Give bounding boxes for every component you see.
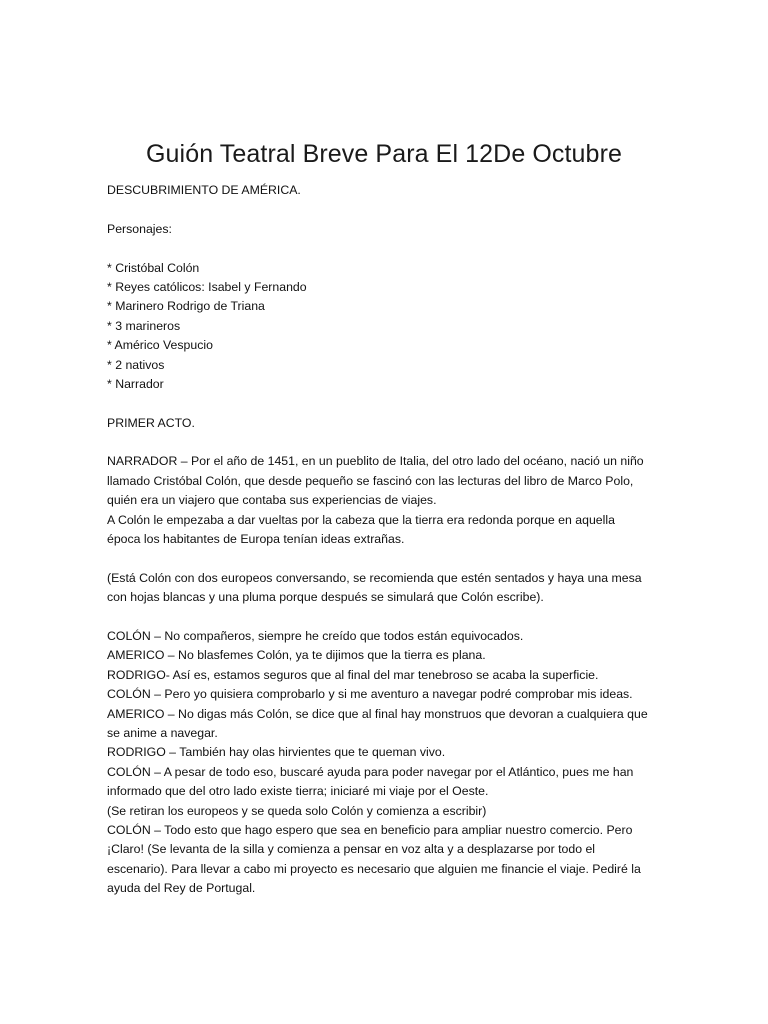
character-item: * Reyes católicos: Isabel y Fernando <box>107 279 307 294</box>
character-item: * Cristóbal Colón <box>107 260 200 275</box>
narration-line: llamado Cristóbal Colón, que desde pequeño se fascinó con las lecturas del libro de Marco Polo, <box>107 473 634 488</box>
blank-line <box>107 549 663 568</box>
narration-line: época los habitantes de Europa tenían ideas extrañas. <box>107 532 405 547</box>
narration-line: A Colón le empezaba a dar vueltas por la cabeza que la tierra era redonda porque en aquella <box>107 512 615 527</box>
document-body <box>107 181 663 898</box>
character-item: * 2 nativos <box>107 357 165 372</box>
dialogue-line: COLÓN – Pero yo quisiera comprobarlo y si me aventuro a navegar podré comprobar mis ideas. <box>107 687 633 702</box>
narration-line: quién era un viajero que contaba sus experiencias de viajes. <box>107 493 437 508</box>
dialogue-line: ayuda del Rey de Portugal. <box>107 881 256 896</box>
dialogue-line: ¡Claro! (Se levanta de la silla y comienza a pensar en voz alta y a desplazarse por todo el <box>107 842 596 857</box>
dialogue-line: COLÓN – No compañeros, siempre he creído que todos están equivocados. <box>107 628 524 643</box>
dialogue-line: RODRIGO – También hay olas hirvientes que te queman vivo. <box>107 745 446 760</box>
dialogue-line: (Se retiran los europeos y se queda solo Colón y comienza a escribir) <box>107 803 487 818</box>
narration-line: NARRADOR – Por el año de 1451, en un pueblito de Italia, del otro lado del océano, nació un niño <box>107 454 644 469</box>
character-item: * 3 marineros <box>107 318 181 333</box>
act-heading: PRIMER ACTO. <box>107 415 195 430</box>
blank-line <box>107 394 663 413</box>
blank-line <box>107 433 663 452</box>
dialogue-line: COLÓN – Todo esto que hago espero que sea en beneficio para ampliar nuestro comercio. Pero <box>107 822 633 837</box>
blank-line <box>107 608 663 627</box>
dialogue-line: RODRIGO- Así es, estamos seguros que al final del mar tenebroso se acaba la superficie. <box>107 667 599 682</box>
dialogue-line: se anime a navegar. <box>107 725 218 740</box>
characters-label: Personajes: <box>107 221 172 236</box>
dialogue-line: informado que del otro lado existe tierra; iniciaré mi viaje por el Oeste. <box>107 784 489 799</box>
dialogue-line: AMERICO – No blasfemes Colón, ya te dijimos que la tierra es plana. <box>107 648 486 663</box>
dialogue-line: escenario). Para llevar a cabo mi proyecto es necesario que alguien me financie el viaje. Pediré la <box>107 861 641 876</box>
blank-line <box>107 239 663 258</box>
character-item: * Américo Vespucio <box>107 338 213 353</box>
section-heading: DESCUBRIMIENTO DE AMÉRICA. <box>107 183 301 197</box>
stage-direction-line: con hojas blancas y una pluma porque después se simulará que Colón escribe). <box>107 590 544 605</box>
dialogue-line: AMERICO – No digas más Colón, se dice que al final hay monstruos que devoran a cualquiera que <box>107 706 648 721</box>
character-item: * Narrador <box>107 376 164 391</box>
stage-direction-line: (Está Colón con dos europeos conversando, se recomienda que estén sentados y haya una mesa <box>107 570 642 585</box>
dialogue-line: COLÓN – A pesar de todo eso, buscaré ayuda para poder navegar por el Atlántico, pues me han <box>107 764 634 779</box>
blank-line <box>107 200 663 219</box>
character-item: * Marinero Rodrigo de Triana <box>107 299 265 314</box>
document-title: Guión Teatral Breve Para El 12De Octubre <box>145 140 622 168</box>
